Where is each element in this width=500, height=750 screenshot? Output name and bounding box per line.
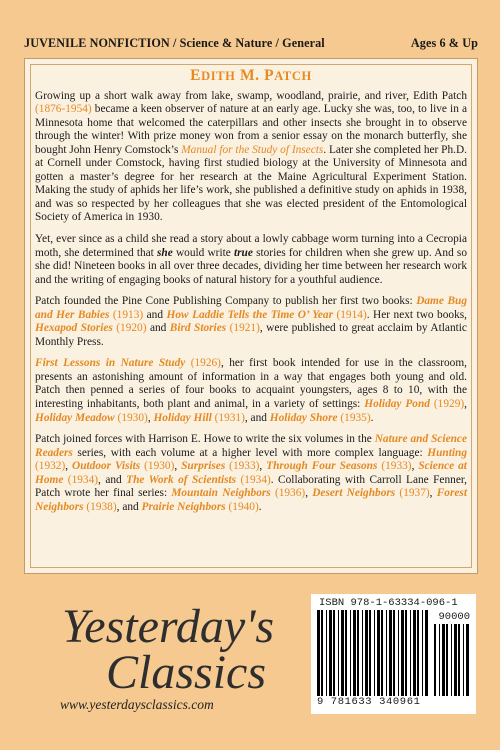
category-header <box>24 36 478 51</box>
author-name: EDITH M. PATCH <box>190 67 312 84</box>
bio-paragraph-3: Patch founded the Pine Cone Publishing Company to publish her first two books: Dame Bug and Her Babies (1913) and How Laddie Tells the Time O’ Year (1914). Her next two books, Hexapod Stories (1920) and Bird Stories (1921), were published to great acclaim by Atlantic Monthly Press. <box>35 295 468 348</box>
price-barcode-icon <box>434 624 470 696</box>
category-label: JUVENILE NONFICTION / Science & Nature / General <box>24 36 325 50</box>
barcode-box <box>311 594 476 714</box>
price-code: 90000 <box>438 611 470 623</box>
publisher-logo-line1: Yesterday's <box>62 600 275 653</box>
bio-paragraph-1: Growing up a short walk away from lake, swamp, woodland, prairie, and river, Edith Patch (1876-1954) became a keen observer of nature at an early age. Lucky she was, too, to live in a Minnesota home that welcomed the caterpillars and other insects she brought in to observe through the winter! With prize money won from a senior essay on the monarch butterfly, she bought John Henry Comstock’s Manual for the Study of Insects. Later she completed her Ph.D. at Cornell under Comstock, having first studied biology at the University of Minnesota and gotten a master’s degree for her research at the Maine Agricultural Experiment Station. Making the study of aphids her life’s work, she published a definitive study on aphids in 1938, and was so respected by her colleagues that she was elected president of the Entomological Society of America in 1930. <box>35 89 467 224</box>
publisher-logo <box>62 600 275 699</box>
publisher-url: www.yesterdaysclassics.com <box>60 697 214 712</box>
barcode-digits: 9 781633 340961 <box>317 696 421 708</box>
bio-paragraph-5: Patch joined forces with Harrison E. Howe to write the six volumes in the Nature and Science Readers series, with each volume at a higher level with more complex language: Hunting (1932), Outdoor Visits (1930), Surprises (1933), Through Four Seasons (1933), Science at Home (1934), and The Work of Scientists (1934). Collaborating with Carroll Lane Fenner, Patch wrote her final series: Mountain Neighbors (1936), Desert Neighbors (1937), Forest Neighbors (1938), and Prairie Neighbors (1940). <box>35 433 468 513</box>
ean-barcode-icon <box>317 610 429 696</box>
bio-content <box>35 67 467 522</box>
isbn-label: ISBN 978-1-63334-096-1 <box>319 597 458 609</box>
publisher-logo-line2: Classics <box>106 646 267 699</box>
bio-paragraph-2: Yet, ever since as a child she read a story about a lowly cabbage worm turning into a Cecropia moth, she determined that she would write true stories for children when she grew up. And so she did! Nineteen books in all over three decades, dividing her time between her research work and the writing of engaging books of natural history for a youthful audience. <box>35 233 468 286</box>
author-bio-panel <box>24 58 478 574</box>
bio-paragraph-4: First Lessons in Nature Study (1926), her first book intended for use in the classroom, presents an astonishing amount of information in a way that engages both young and old. Patch then penned a series of four books to acquaint youngsters, ages 8 to 10, with the interesting inhabitants, both plant and animal, in a variety of settings: Holiday Pond (1929), Holiday Meadow (1930), Holiday Hill (1931), and Holiday Shore (1935). <box>35 357 467 424</box>
age-range-label: Ages 6 & Up <box>410 36 478 50</box>
